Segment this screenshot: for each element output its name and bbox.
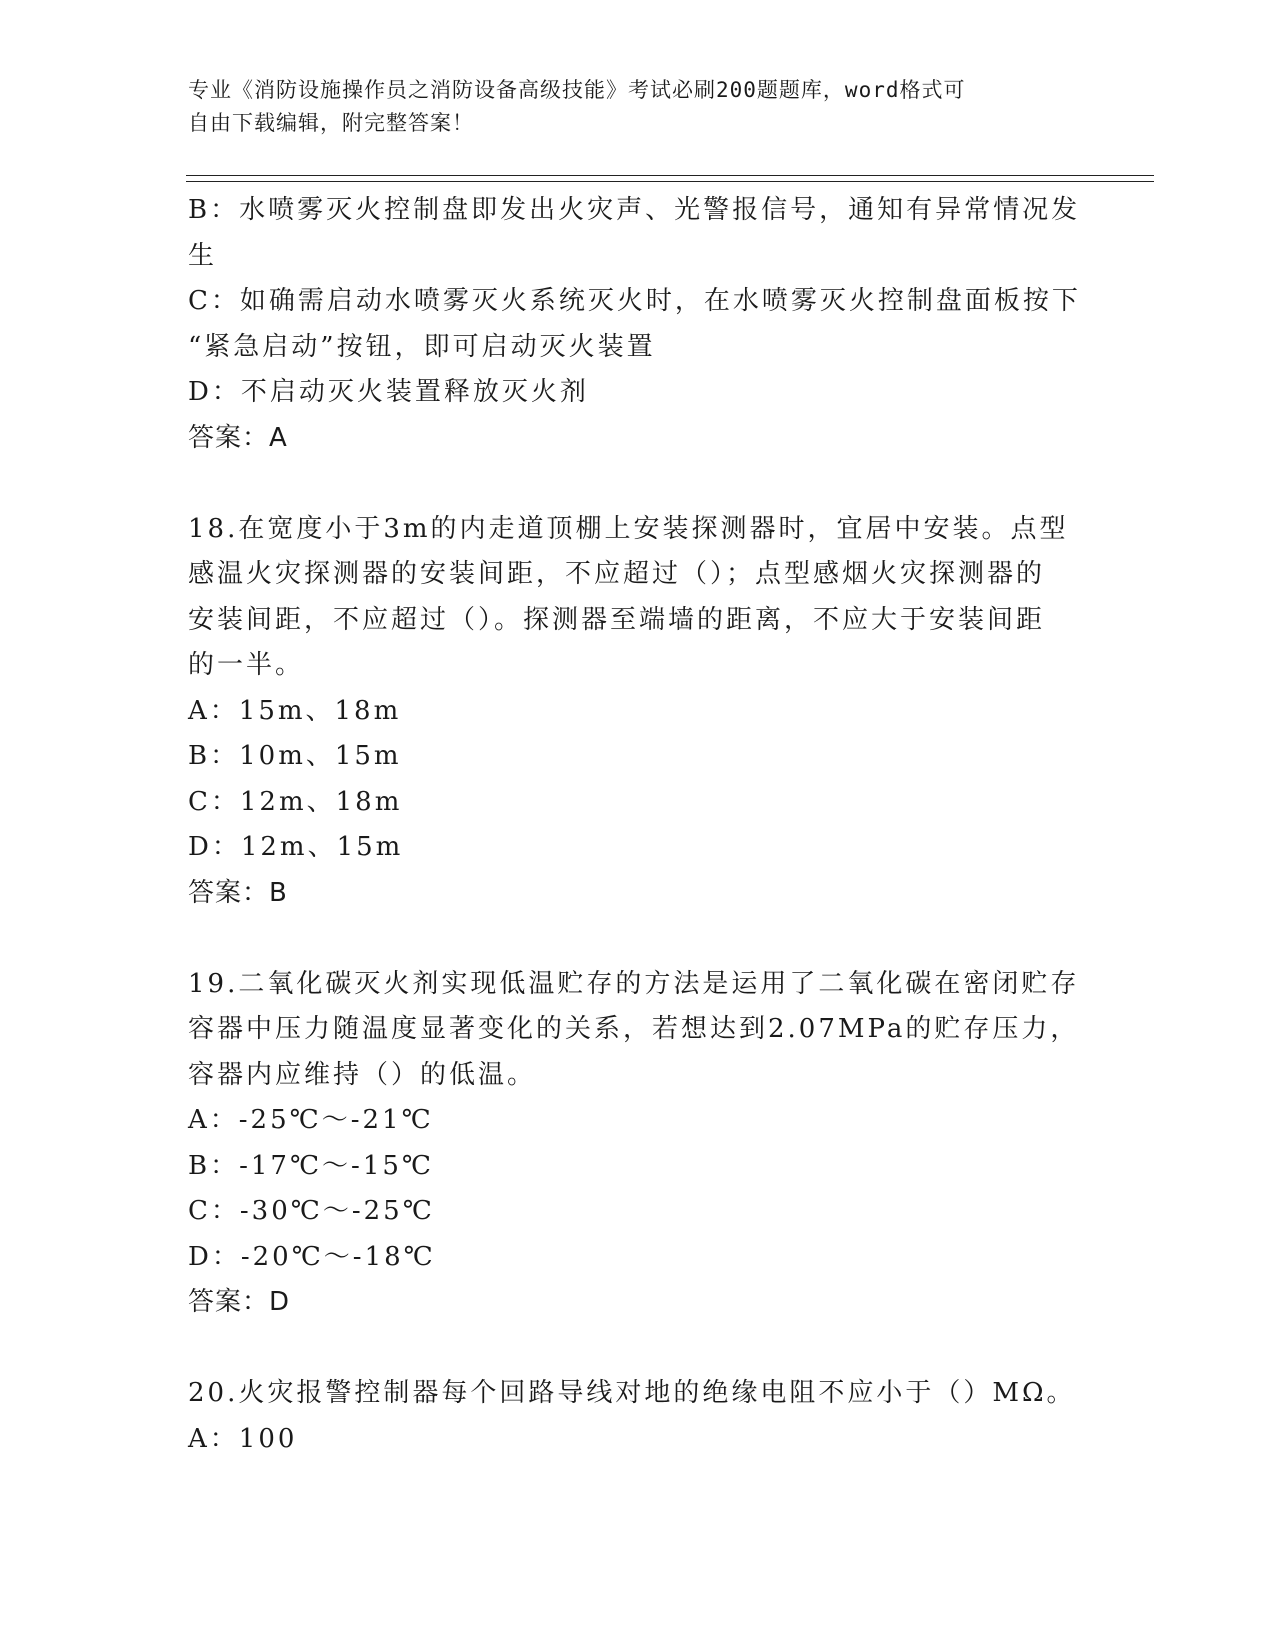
q17-option-b-line-1: B：水喷雾灭火控制盘即发出火灾声、光警报信号，通知有异常情况发 [188, 195, 1081, 225]
q19-answer: 答案：D [188, 1287, 291, 1317]
q19-option-b: B：-17℃～-15℃ [188, 1150, 435, 1181]
q17-option-c-line-1: C：如确需启动水喷雾灭火系统灭火时，在水喷雾灭火控制盘面板按下 [188, 286, 1081, 316]
spacer [188, 461, 1088, 507]
q17-option-d: D：不启动灭火装置释放灭火剂 [188, 377, 589, 407]
q18-option-a: A：15m、18m [188, 695, 402, 726]
q19-stem-line-2: 容器中压力随温度显著变化的关系，若想达到2.07MPa的贮存压力， [188, 1014, 1080, 1044]
question-content [188, 188, 1088, 1462]
q18-stem-line-3: 安装间距，不应超过（）。探测器至端墙的距离，不应大于安装间距 [188, 604, 1046, 635]
q17-option-c-line-2: “紧急启动”按钮，即可启动灭火装置 [188, 331, 656, 362]
document-header [188, 74, 1068, 140]
q17-answer: 答案：A [188, 422, 288, 453]
q18-stem-line-2: 感温火灾探测器的安装间距，不应超过（）；点型感烟火灾探测器的 [188, 559, 1046, 589]
q20-option-a: A：100 [188, 1423, 298, 1454]
q18-stem-line-1: 18.在宽度小于3m的内走道顶棚上安装探测器时，宜居中安装。点型 [188, 513, 1069, 544]
spacer [188, 1326, 1088, 1372]
q19-stem-line-3: 容器内应维持（）的低温。 [188, 1059, 537, 1090]
question-19-block [188, 962, 1088, 1326]
q18-option-d: D：12m、15m [188, 832, 404, 862]
header-rule-top [186, 175, 1154, 176]
header-line-2: 自由下载编辑，附完整答案！ [188, 111, 474, 135]
question-20-block [188, 1371, 1088, 1462]
q18-option-c: C：12m、18m [188, 786, 403, 817]
header-rule-bottom [186, 181, 1154, 182]
q19-stem-line-1: 19.二氧化碳灭火剂实现低温贮存的方法是运用了二氧化碳在密闭贮存 [188, 968, 1080, 999]
q19-option-c: C：-30℃～-25℃ [188, 1196, 435, 1226]
question-17-block [188, 188, 1088, 461]
q19-option-a: A：-25℃～-21℃ [188, 1105, 434, 1135]
spacer [188, 916, 1088, 962]
q18-answer: 答案：B [188, 877, 288, 908]
q18-stem-line-4: 的一半。 [188, 650, 305, 680]
question-18-block [188, 507, 1088, 917]
header-line-1: 专业《消防设施操作员之消防设备高级技能》考试必刷200题题库，word格式可 [188, 78, 966, 102]
q18-option-b: B：10m、15m [188, 741, 402, 771]
q19-option-d: D：-20℃～-18℃ [188, 1241, 436, 1272]
q17-option-b-line-2: 生 [188, 240, 218, 271]
q20-stem-line-1: 20.火灾报警控制器每个回路导线对地的绝缘电阻不应小于（）MΩ。 [188, 1378, 1076, 1408]
